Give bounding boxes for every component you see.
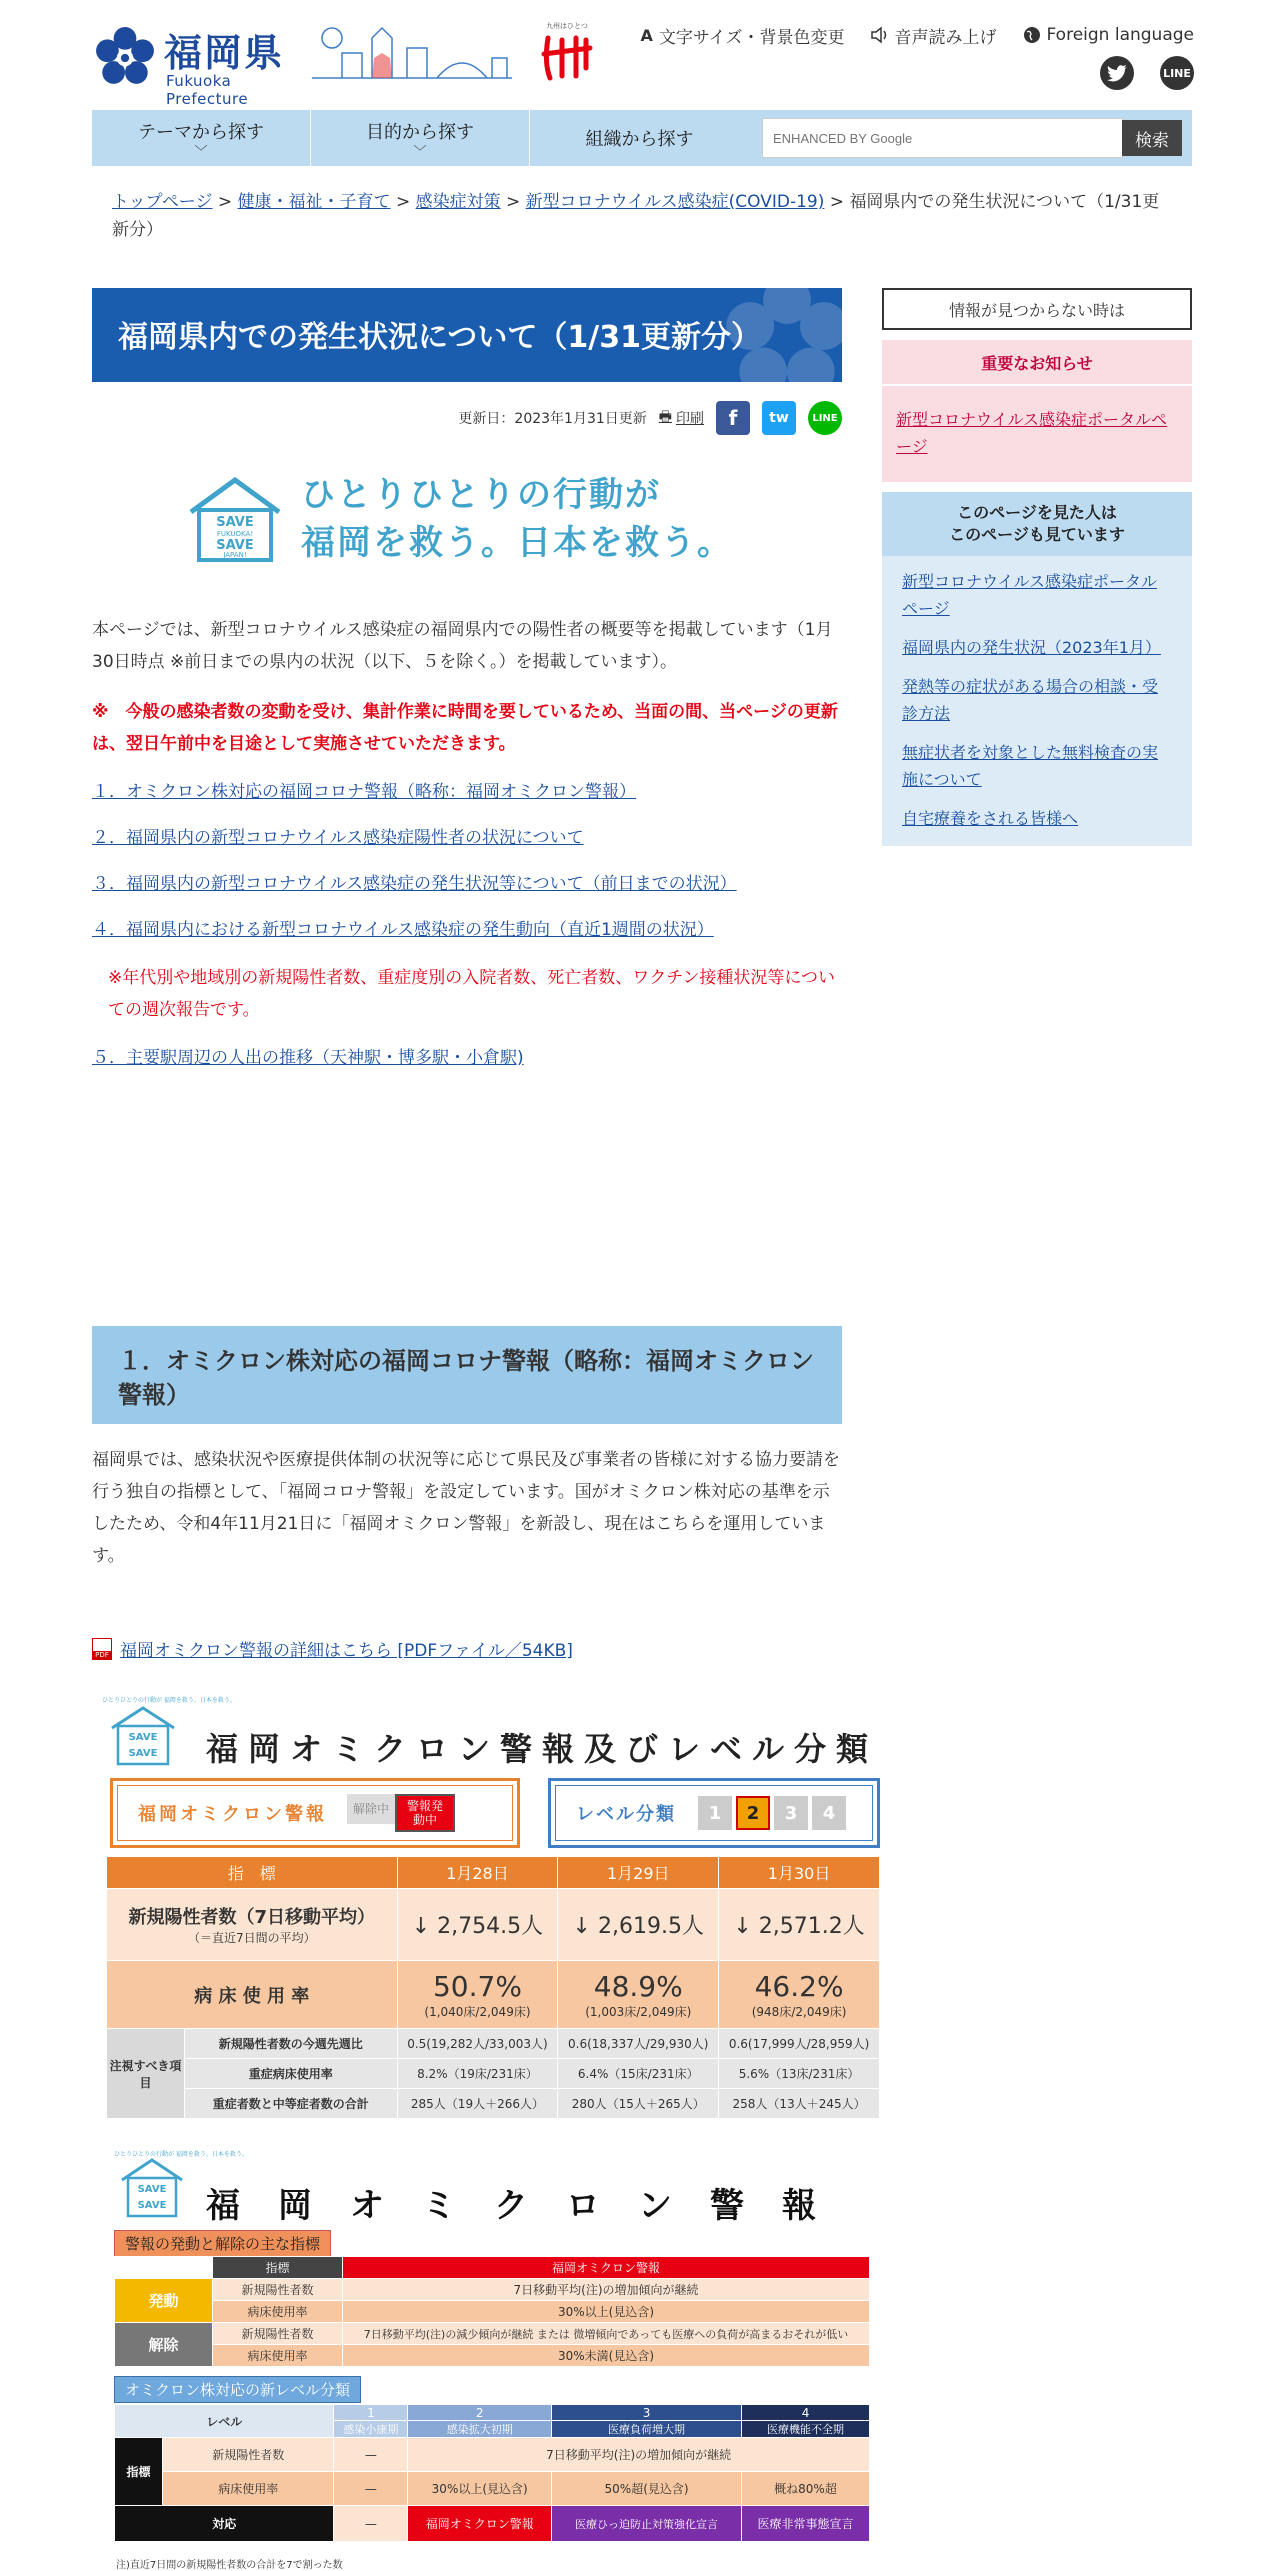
table-cell: ↓ 2,619.5人 bbox=[558, 1889, 719, 1961]
table-row bbox=[107, 1889, 880, 1961]
pdf-icon bbox=[92, 1638, 112, 1660]
table-row bbox=[115, 2405, 870, 2421]
twitter-icon[interactable] bbox=[1100, 56, 1134, 90]
alert-status-box bbox=[110, 1778, 520, 1848]
level-box bbox=[548, 1778, 880, 1848]
row-label: 病床使用率 bbox=[213, 2301, 343, 2323]
globe-icon bbox=[1023, 26, 1041, 44]
table-cell: 8.2%（19床/231床） bbox=[397, 2059, 558, 2089]
row-label: 新規陽性者数 bbox=[213, 2323, 343, 2345]
list-item bbox=[902, 568, 1172, 622]
table-cell: 6.4%（15床/231床） bbox=[558, 2059, 719, 2089]
logo-text-en: Fukuoka Prefecture bbox=[166, 72, 249, 108]
site-logo[interactable] bbox=[94, 22, 304, 108]
table-cell: 0.6(17,999人/28,959人) bbox=[719, 2029, 880, 2059]
row-label: 新規陽性者数 bbox=[213, 2279, 343, 2301]
save-fukuoka-house-logo bbox=[100, 1694, 236, 1766]
row-label: 新規陽性者数の今週先週比 bbox=[185, 2029, 398, 2059]
nav-purpose-label: 目的から探す bbox=[366, 122, 474, 143]
col-date: 1月29日 bbox=[558, 1857, 719, 1889]
social-links bbox=[1100, 56, 1194, 90]
table-cell: 医療ひっ迫防止対策強化宣言 bbox=[552, 2506, 742, 2542]
table-cell: 7日移動平均(注)の増加傾向が継続 bbox=[343, 2279, 870, 2301]
level-2-active: 2 bbox=[736, 1796, 770, 1830]
table-row bbox=[115, 2345, 870, 2367]
footnote: 注)直近7日間の新規陽性者数の合計を7で割った数 bbox=[116, 2560, 343, 2571]
table-row bbox=[115, 2257, 870, 2279]
speaker-icon bbox=[871, 27, 889, 43]
table-row bbox=[115, 2323, 870, 2345]
print-label: 印刷 bbox=[676, 411, 704, 427]
index-label: 指標 bbox=[115, 2438, 163, 2506]
row-label: 重症者数と中等症者数の合計 bbox=[185, 2089, 398, 2119]
logo-text-jp: 福岡県 bbox=[164, 30, 285, 75]
printer-icon: 🖶 bbox=[658, 409, 672, 425]
table-cell-sub: (1,040床/2,049床) bbox=[424, 2004, 531, 2019]
table-cell: — bbox=[334, 2472, 408, 2506]
not-found-button[interactable]: 情報が見つからない時は bbox=[882, 288, 1192, 330]
section-1-text: 福岡県では、感染状況や医療提供体制の状況等に応じて県民及び事業者の皆様に対する協力要請を行う独自の指標として、「福岡コロナ警報」を設定しています。国がオミクロン株対応の基準を示したため、令和4年11月21日に「福岡オミクロン警報」を新設し、現在はこちらを運用しています。 bbox=[92, 1450, 840, 1566]
site-header bbox=[0, 0, 1284, 108]
col-indicator: 指 標 bbox=[107, 1857, 398, 1889]
table-cell: 7日移動平均(注)の増加傾向が継続 bbox=[408, 2438, 870, 2472]
alert-name: 福岡オミクロン警報 bbox=[138, 1804, 327, 1825]
page-title bbox=[92, 288, 842, 382]
level-num: 1 bbox=[334, 2405, 408, 2421]
breadcrumb-separator: > bbox=[212, 192, 238, 212]
banner-slogan bbox=[301, 471, 733, 567]
activate-label: 発動 bbox=[115, 2279, 213, 2323]
level-num: 2 bbox=[408, 2405, 552, 2421]
nav-theme-label: テーマから探す bbox=[138, 122, 264, 143]
table-cell: 46.2% bbox=[754, 1969, 844, 2003]
row-label: 病床使用率 bbox=[213, 2345, 343, 2367]
pdf-link-row bbox=[92, 1636, 573, 1661]
omicron-alert-criteria-figure bbox=[112, 2148, 872, 2571]
breadcrumb-link-health[interactable]: 健康・福祉・子育て bbox=[237, 192, 391, 212]
toc-link-5[interactable]: ５．主要駅周辺の人出の推移（天神駅・博多駅・小倉駅) bbox=[92, 1048, 524, 1068]
site-search bbox=[762, 118, 1182, 158]
foreign-language-link[interactable] bbox=[1023, 25, 1195, 45]
related-pages-list bbox=[882, 556, 1192, 846]
font-size-setting-link[interactable] bbox=[640, 23, 844, 48]
toc-item bbox=[92, 916, 842, 944]
row-label: 病床使用率 bbox=[163, 2472, 334, 2506]
toc-item bbox=[92, 1044, 842, 1072]
breadcrumb bbox=[112, 188, 1172, 244]
related-link[interactable]: 新型コロナウイルス感染症ポータルページ bbox=[902, 572, 1158, 618]
pdf-link[interactable]: 福岡オミクロン警報の詳細はこちら [PDFファイル／54KB] bbox=[120, 1641, 573, 1661]
breadcrumb-link-infection[interactable]: 感染症対策 bbox=[415, 192, 501, 212]
intro-text: 本ページでは、新型コロナウイルス感染症の福岡県内での陽性者の概要等を掲載しています（1月30日時点 ※前日までの県内の状況（以下、５を除く。）を掲載しています）。 bbox=[92, 620, 833, 672]
alert-figure-title: 福岡オミクロン警報及びレベル分類 bbox=[206, 1730, 879, 1768]
svg-text:SAVE: SAVE bbox=[216, 538, 254, 553]
utility-links bbox=[640, 20, 1194, 50]
list-item bbox=[902, 634, 1172, 661]
twitter-icon[interactable]: tw bbox=[762, 401, 796, 435]
toc-link-2[interactable]: ２．福岡県内の新型コロナウイルス感染症陽性者の状況について bbox=[92, 828, 584, 848]
level-3: 3 bbox=[774, 1796, 808, 1830]
col-index: 指標 bbox=[213, 2257, 343, 2279]
level-name: 感染小康期 bbox=[334, 2421, 408, 2438]
alert-toggle bbox=[347, 1794, 455, 1832]
release-label: 解除 bbox=[115, 2323, 213, 2367]
alert-status-boxes bbox=[100, 1768, 880, 1854]
search-button[interactable]: 検索 bbox=[1122, 120, 1182, 156]
chevron-down-icon: ﹀ bbox=[194, 145, 208, 160]
table-cell: 0.5(19,282人/33,003人) bbox=[397, 2029, 558, 2059]
page-meta bbox=[92, 400, 842, 436]
svg-text:JAPAN!: JAPAN! bbox=[223, 551, 247, 559]
breadcrumb-link-covid[interactable]: 新型コロナウイルス感染症(COVID-19) bbox=[525, 192, 825, 212]
updated-date: 更新日：2023年1月31日更新 bbox=[458, 411, 647, 427]
table-cell: — bbox=[334, 2506, 408, 2542]
level-num: 4 bbox=[742, 2405, 870, 2421]
table-cell: 280人（15人＋265人） bbox=[558, 2089, 719, 2119]
level-name: 医療機能不全期 bbox=[742, 2421, 870, 2438]
level-4: 4 bbox=[812, 1796, 846, 1830]
table-cell: 7日移動平均(注)の減少傾向が継続 または 微増傾向であっても医療への負荷が高まるおそれが低い bbox=[343, 2323, 870, 2345]
save-fukuoka-house-logo bbox=[112, 2148, 248, 2218]
table-cell: 概ね80%超 bbox=[742, 2472, 870, 2506]
toggle-on-label: 警報発動中 bbox=[395, 1794, 455, 1832]
nav-purpose[interactable] bbox=[311, 110, 530, 166]
table-cell: 48.9% bbox=[593, 1969, 683, 2003]
list-item bbox=[902, 673, 1172, 727]
table-row bbox=[107, 2059, 880, 2089]
row-sublabel: （＝直近7日間の平均） bbox=[187, 1931, 316, 1945]
level-indicators bbox=[698, 1796, 850, 1830]
table-header-row bbox=[107, 1857, 880, 1889]
table-cell-sub: (1,003床/2,049床) bbox=[585, 2004, 692, 2019]
city-illustration bbox=[312, 18, 512, 88]
table-cell: 30%以上(見込含) bbox=[343, 2301, 870, 2323]
related-link[interactable]: 無症状者を対象とした無料検査の実施について bbox=[902, 743, 1159, 789]
level-col: レベル bbox=[115, 2405, 334, 2438]
criteria-table bbox=[114, 2256, 870, 2367]
table-row bbox=[107, 2029, 880, 2059]
table-cell: 5.6%（13床/231床） bbox=[719, 2059, 880, 2089]
table-cell: — bbox=[334, 2438, 408, 2472]
important-notice-title: 重要なお知らせ bbox=[882, 340, 1192, 386]
svg-text:ひとりひとりの行動が 福岡を救う。日本を救う。: ひとりひとりの行動が 福岡を救う。日本を救う。 bbox=[102, 1697, 236, 1704]
toc-link-1[interactable]: １．オミクロン株対応の福岡コロナ警報（略称：福岡オミクロン警報） bbox=[92, 782, 636, 802]
save-fukuoka-banner bbox=[177, 464, 757, 574]
breadcrumb-link-top[interactable]: トップページ bbox=[112, 192, 213, 212]
banner-slogan-line2: 福岡を救う。日本を救う。 bbox=[301, 523, 733, 563]
toggle-off-label: 解除中 bbox=[347, 1794, 395, 1824]
table-cell: 50.7% bbox=[432, 1969, 522, 2003]
table-cell: ↓ 2,571.2人 bbox=[719, 1889, 880, 1961]
sidebar bbox=[882, 288, 1192, 846]
table-row bbox=[115, 2472, 870, 2506]
level-name: 医療負荷増大期 bbox=[552, 2421, 742, 2438]
svg-text:ひとりひとりの行動が 福岡を救う。日本を救う。: ひとりひとりの行動が 福岡を救う。日本を救う。 bbox=[114, 2151, 248, 2158]
alert-figure-header bbox=[100, 1694, 880, 1766]
important-notice-box bbox=[882, 340, 1192, 482]
global-nav bbox=[92, 110, 1192, 166]
svg-text:SAVE: SAVE bbox=[128, 1748, 158, 1759]
read-aloud-label: 音声読み上げ bbox=[894, 27, 997, 48]
update-notice: ※ 今般の感染者数の変動を受け、集計作業に時間を要しているため、当面の間、当ページの更新は、翌日午前中を目途として実施させていただきます。 bbox=[92, 702, 838, 754]
read-aloud-link[interactable] bbox=[871, 23, 997, 48]
kyushu-caption: 九州はひとつ bbox=[546, 22, 588, 30]
main-content bbox=[92, 288, 842, 1072]
row-label: 新規陽性者数（7日移動平均） bbox=[128, 1907, 376, 1928]
chevron-down-icon: ﹀ bbox=[413, 145, 427, 160]
table-cell-sub: (948床/2,049床) bbox=[751, 2004, 847, 2019]
related-pages-box bbox=[882, 492, 1192, 846]
table-row bbox=[115, 2506, 870, 2542]
level-1: 1 bbox=[698, 1796, 732, 1830]
toc-item bbox=[92, 870, 842, 898]
svg-text:SAVE: SAVE bbox=[216, 515, 254, 530]
level-num: 3 bbox=[552, 2405, 742, 2421]
banner-slogan-line1: ひとりひとりの行動が bbox=[301, 475, 661, 515]
svg-text:FUKUOKA!: FUKUOKA! bbox=[216, 530, 254, 538]
section-1-body bbox=[92, 1444, 842, 1572]
related-link[interactable]: 発熱等の症状がある場合の相談・受診方法 bbox=[902, 677, 1159, 723]
save-fukuoka-house-logo bbox=[185, 476, 285, 562]
row-label: 新規陽性者数 bbox=[163, 2438, 334, 2472]
toc-link-4[interactable]: ４．福岡県内における新型コロナウイルス感染症の発生動向（直近1週間の状況） bbox=[92, 920, 714, 940]
table-row bbox=[107, 2089, 880, 2119]
table-cell: 0.6(18,337人/29,930人) bbox=[558, 2029, 719, 2059]
table-row bbox=[115, 2301, 870, 2323]
watch-label: 注視すべき項目 bbox=[107, 2029, 185, 2119]
table-cell: 30%以上(見込含) bbox=[408, 2472, 552, 2506]
criteria-header: 警報の発動と解除の主な指標 bbox=[114, 2230, 331, 2257]
table-row bbox=[115, 2279, 870, 2301]
kyushu-logo bbox=[540, 18, 594, 88]
nav-organization[interactable] bbox=[530, 110, 749, 166]
table-cell: 258人（13人＋245人） bbox=[719, 2089, 880, 2119]
font-size-setting-label: 文字サイズ・背景色変更 bbox=[658, 27, 845, 48]
table-cell: 福岡オミクロン警報 bbox=[408, 2506, 552, 2542]
toc-link-3[interactable]: ３．福岡県内の新型コロナウイルス感染症の発生状況等について（前日までの状況） bbox=[92, 874, 737, 894]
level-header: オミクロン株対応の新レベル分類 bbox=[114, 2376, 361, 2403]
page-title-text: 福岡県内での発生状況について（1/31更新分） bbox=[118, 320, 761, 355]
breadcrumb-current: 福岡県内での発生状況について（1/31更新分） bbox=[112, 192, 1160, 240]
nav-organization-label: 組織から探す bbox=[585, 129, 694, 150]
col-date: 1月30日 bbox=[719, 1857, 880, 1889]
plum-flower-icon bbox=[94, 26, 156, 88]
flower-decoration bbox=[722, 274, 852, 404]
table-row bbox=[107, 1961, 880, 2029]
omicron-alert-status-figure bbox=[100, 1694, 880, 2114]
search-input[interactable] bbox=[762, 118, 1123, 158]
facebook-icon[interactable]: f bbox=[716, 401, 750, 435]
col-date: 1月28日 bbox=[397, 1857, 558, 1889]
table-row bbox=[115, 2438, 870, 2472]
foreign-language-label: Foreign language bbox=[1046, 25, 1194, 45]
print-link[interactable] bbox=[659, 406, 704, 430]
font-size-icon: A bbox=[640, 25, 653, 45]
breadcrumb-separator: > bbox=[390, 192, 416, 212]
related-pages-title: このページを見た人は このページも見ています bbox=[882, 492, 1192, 556]
col-alert: 福岡オミクロン警報 bbox=[343, 2257, 870, 2279]
line-icon[interactable]: LINE bbox=[808, 401, 842, 435]
list-item bbox=[902, 739, 1172, 793]
list-item bbox=[902, 805, 1172, 832]
line-icon[interactable]: LINE bbox=[1160, 56, 1194, 90]
toc-item bbox=[92, 778, 842, 806]
alert-indicator-table bbox=[106, 1856, 880, 2119]
weekly-report-note: ※年代別や地域別の新規陽性者数、重症度別の入院者数、死亡者数、ワクチン接種状況等についての週次報告です。 bbox=[108, 968, 836, 1020]
table-cell: ↓ 2,754.5人 bbox=[397, 1889, 558, 1961]
related-link[interactable]: 福岡県内の発生状況（2023年1月） bbox=[902, 638, 1161, 657]
related-link[interactable]: 自宅療養をされる皆様へ bbox=[902, 809, 1079, 828]
table-cell: 285人（19人＋266人） bbox=[397, 2089, 558, 2119]
response-label: 対応 bbox=[115, 2506, 334, 2542]
level-name: 感染拡大初期 bbox=[408, 2421, 552, 2438]
level-name: レベル分類 bbox=[576, 1804, 676, 1825]
table-cell: 医療非常事態宣言 bbox=[742, 2506, 870, 2542]
breadcrumb-separator: > bbox=[500, 192, 526, 212]
toc-item bbox=[92, 824, 842, 852]
row-label: 病 床 使 用 率 bbox=[107, 1961, 398, 2029]
alert2-title: 福岡オミクロン警報 bbox=[206, 2186, 854, 2226]
important-notice-link[interactable]: 新型コロナウイルス感染症ポータルページ bbox=[896, 410, 1168, 456]
section-1-heading: １．オミクロン株対応の福岡コロナ警報（略称：福岡オミクロン警報） bbox=[92, 1326, 842, 1424]
svg-text:SAVE: SAVE bbox=[137, 2184, 167, 2195]
svg-text:SAVE: SAVE bbox=[137, 2200, 167, 2211]
breadcrumb-separator: > bbox=[824, 192, 850, 212]
table-cell: 50%超(見込含) bbox=[552, 2472, 742, 2506]
level-table bbox=[114, 2404, 870, 2542]
row-label: 重症病床使用率 bbox=[185, 2059, 398, 2089]
nav-theme[interactable] bbox=[92, 110, 311, 166]
svg-text:SAVE: SAVE bbox=[128, 1732, 158, 1743]
table-cell: 30%未満(見込含) bbox=[343, 2345, 870, 2367]
